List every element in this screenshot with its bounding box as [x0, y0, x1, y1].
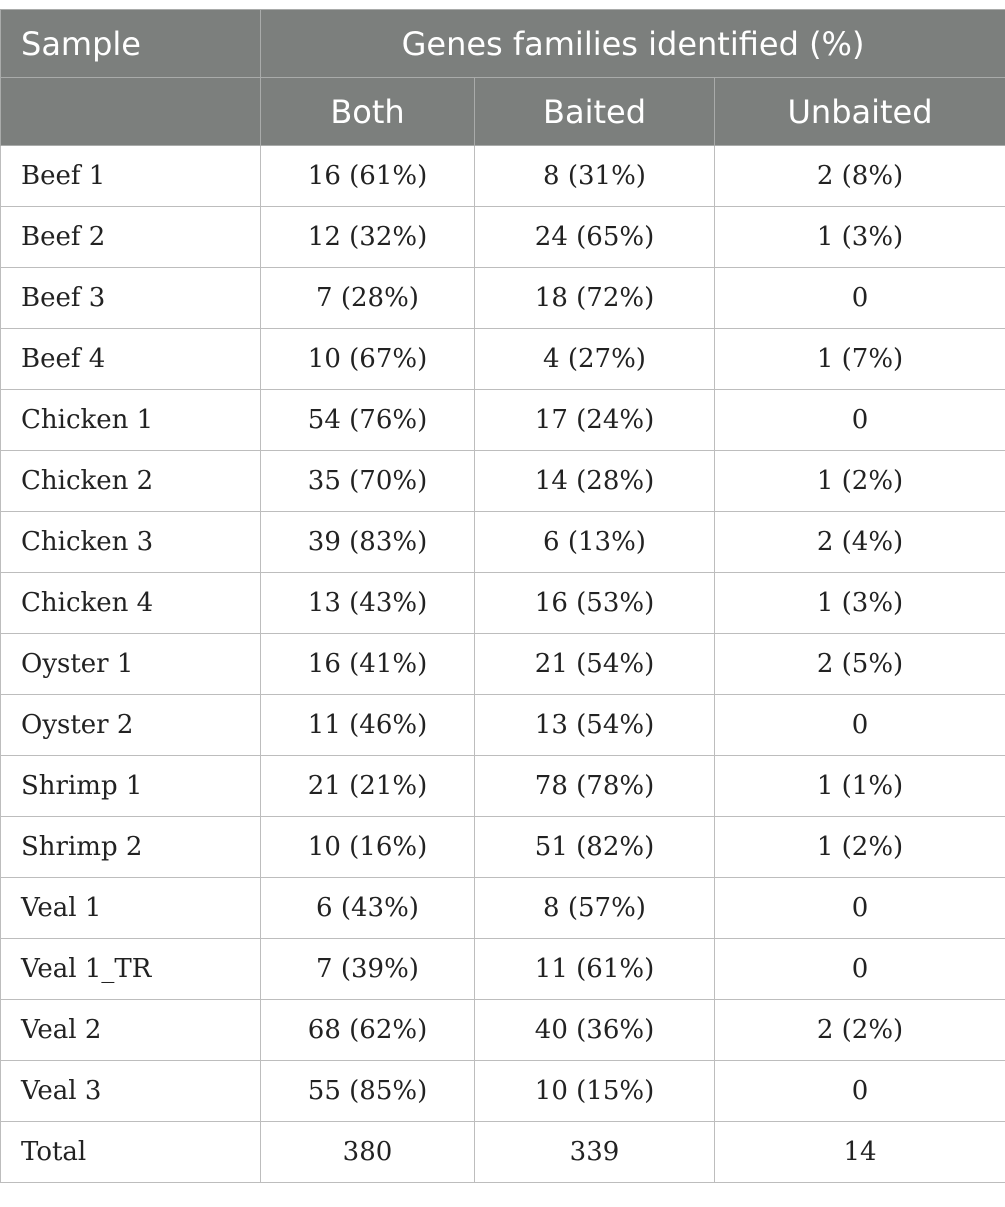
cell-both: 13 (43%)	[261, 573, 475, 634]
cell-both: 10 (67%)	[261, 329, 475, 390]
cell-sample: Veal 1	[1, 878, 261, 939]
cell-both: 39 (83%)	[261, 512, 475, 573]
cell-unbaited: 2 (2%)	[715, 1000, 1005, 1061]
cell-baited: 10 (15%)	[475, 1061, 715, 1122]
cell-sample: Beef 1	[1, 146, 261, 207]
cell-baited: 13 (54%)	[475, 695, 715, 756]
table-row	[1, 573, 1005, 634]
cell-both: 12 (32%)	[261, 207, 475, 268]
table-body	[1, 146, 1005, 1183]
cell-baited: 40 (36%)	[475, 1000, 715, 1061]
header-unbaited: Unbaited	[715, 78, 1005, 146]
cell-both: 68 (62%)	[261, 1000, 475, 1061]
cell-unbaited: 0	[715, 878, 1005, 939]
table-row	[1, 634, 1005, 695]
cell-both: 55 (85%)	[261, 1061, 475, 1122]
table-row	[1, 451, 1005, 512]
cell-sample: Chicken 2	[1, 451, 261, 512]
cell-baited: 16 (53%)	[475, 573, 715, 634]
cell-sample: Shrimp 2	[1, 817, 261, 878]
table-row	[1, 207, 1005, 268]
cell-baited: 4 (27%)	[475, 329, 715, 390]
cell-sample: Veal 1_TR	[1, 939, 261, 1000]
table-header	[1, 10, 1005, 146]
header-sample: Sample	[1, 10, 261, 78]
cell-baited: 18 (72%)	[475, 268, 715, 329]
cell-both: 10 (16%)	[261, 817, 475, 878]
table-row	[1, 1000, 1005, 1061]
cell-sample: Veal 2	[1, 1000, 261, 1061]
cell-both: 16 (61%)	[261, 146, 475, 207]
cell-both: 16 (41%)	[261, 634, 475, 695]
header-row-top	[1, 10, 1005, 78]
cell-sample: Oyster 1	[1, 634, 261, 695]
cell-baited: 8 (57%)	[475, 878, 715, 939]
cell-sample: Beef 3	[1, 268, 261, 329]
table-row	[1, 146, 1005, 207]
cell-baited: 24 (65%)	[475, 207, 715, 268]
cell-sample: Oyster 2	[1, 695, 261, 756]
cell-baited: 51 (82%)	[475, 817, 715, 878]
header-genes-families-identified: Genes families identified (%)	[261, 10, 1005, 78]
table-row	[1, 1061, 1005, 1122]
cell-sample: Shrimp 1	[1, 756, 261, 817]
cell-unbaited: 2 (4%)	[715, 512, 1005, 573]
cell-sample: Total	[1, 1122, 261, 1183]
cell-both: 54 (76%)	[261, 390, 475, 451]
cell-baited: 339	[475, 1122, 715, 1183]
cell-both: 11 (46%)	[261, 695, 475, 756]
table-row	[1, 695, 1005, 756]
cell-sample: Veal 3	[1, 1061, 261, 1122]
cell-unbaited: 0	[715, 1061, 1005, 1122]
cell-sample: Chicken 3	[1, 512, 261, 573]
cell-unbaited: 1 (2%)	[715, 451, 1005, 512]
cell-unbaited: 0	[715, 939, 1005, 1000]
cell-both: 380	[261, 1122, 475, 1183]
cell-unbaited: 14	[715, 1122, 1005, 1183]
cell-baited: 14 (28%)	[475, 451, 715, 512]
cell-unbaited: 2 (5%)	[715, 634, 1005, 695]
cell-baited: 11 (61%)	[475, 939, 715, 1000]
cell-unbaited: 1 (7%)	[715, 329, 1005, 390]
table-row	[1, 268, 1005, 329]
cell-both: 7 (28%)	[261, 268, 475, 329]
gene-families-table	[0, 9, 1005, 1183]
cell-unbaited: 1 (3%)	[715, 573, 1005, 634]
cell-unbaited: 2 (8%)	[715, 146, 1005, 207]
header-baited: Baited	[475, 78, 715, 146]
cell-sample: Chicken 1	[1, 390, 261, 451]
cell-baited: 78 (78%)	[475, 756, 715, 817]
table-row	[1, 878, 1005, 939]
cell-baited: 21 (54%)	[475, 634, 715, 695]
cell-baited: 17 (24%)	[475, 390, 715, 451]
cell-unbaited: 1 (3%)	[715, 207, 1005, 268]
header-both: Both	[261, 78, 475, 146]
table-row	[1, 512, 1005, 573]
table-row	[1, 939, 1005, 1000]
cell-unbaited: 1 (2%)	[715, 817, 1005, 878]
cell-both: 6 (43%)	[261, 878, 475, 939]
cell-unbaited: 0	[715, 695, 1005, 756]
table-row-total	[1, 1122, 1005, 1183]
header-sample-blank	[1, 78, 261, 146]
cell-unbaited: 0	[715, 390, 1005, 451]
table-row	[1, 329, 1005, 390]
table-row	[1, 756, 1005, 817]
cell-both: 21 (21%)	[261, 756, 475, 817]
cell-sample: Beef 2	[1, 207, 261, 268]
table-row	[1, 390, 1005, 451]
cell-both: 35 (70%)	[261, 451, 475, 512]
header-row-sub	[1, 78, 1005, 146]
cell-unbaited: 1 (1%)	[715, 756, 1005, 817]
cell-sample: Chicken 4	[1, 573, 261, 634]
cell-unbaited: 0	[715, 268, 1005, 329]
table-row	[1, 817, 1005, 878]
cell-both: 7 (39%)	[261, 939, 475, 1000]
cell-baited: 8 (31%)	[475, 146, 715, 207]
cell-sample: Beef 4	[1, 329, 261, 390]
cell-baited: 6 (13%)	[475, 512, 715, 573]
